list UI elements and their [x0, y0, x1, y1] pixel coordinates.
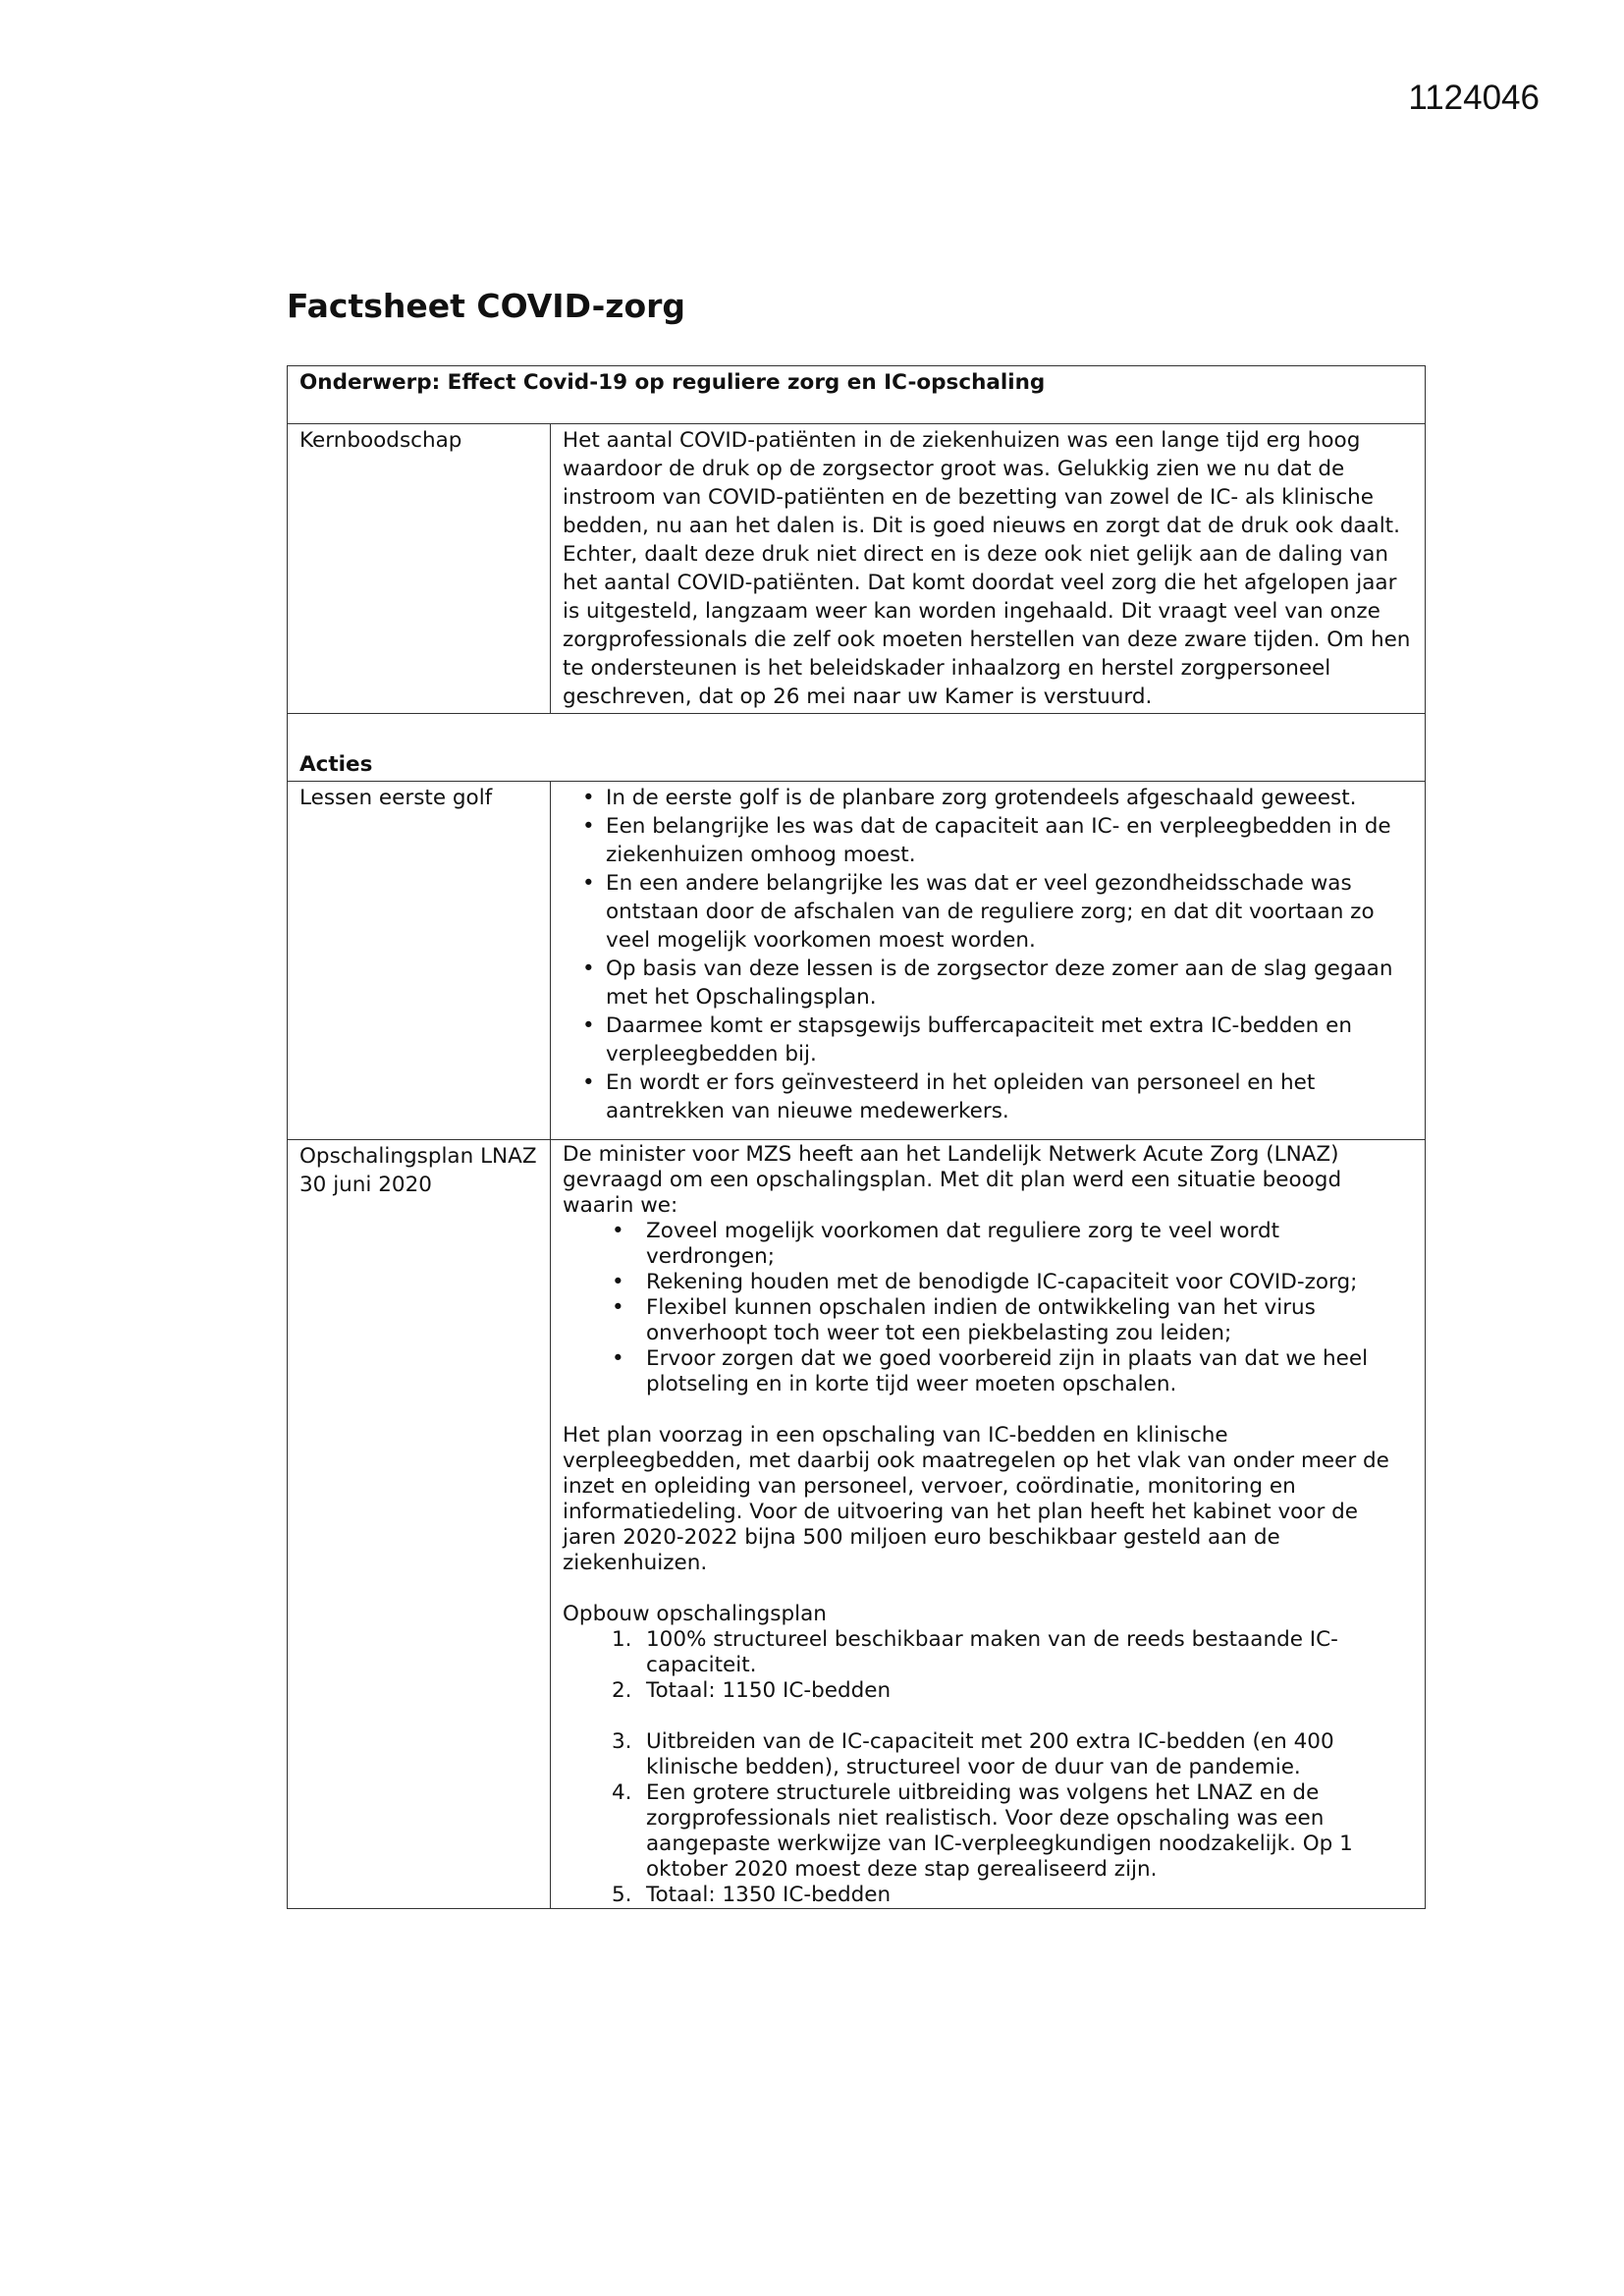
list-item: • Ervoor zorgen dat we goed voorbereid zijn in plaats van dat we heel plotseling en in korte tijd weer moeten opschalen. — [612, 1346, 1413, 1397]
list-item: • Op basis van deze lessen is de zorgsector deze zomer aan de slag gegaan met het Opschalingsplan. — [563, 955, 1413, 1011]
list-item: 1. 100% structureel beschikbaar maken van de reeds bestaande IC-capaciteit. — [612, 1627, 1338, 1677]
opschalingsplan-row — [288, 1140, 1426, 1909]
list-item: 2. Totaal: 1150 IC-bedden — [612, 1678, 892, 1703]
document-number: 1124046 — [1408, 79, 1540, 117]
plan-paragraph: Het plan voorzag in een opschaling van IC-bedden en klinische verpleegbedden, met daarbij ook maatregelen op het vlak van onder meer de inzet en opleiding van personeel, vervoer, coördinatie, monitoring en informatiedeling. Voor de uitvoering van het plan heeft het kabinet voor de jaren 2020-2022 bijna 500 miljoen euro beschikbaar gesteld aan de ziekenhuizen. — [563, 1423, 1389, 1575]
list-item: 4. Een grotere structurele uitbreiding was volgens het LNAZ en de zorgprofessionals niet realistisch. Voor deze opschaling was een aangepaste werkwijze van IC-verpleegkundigen noodzakelijk. Op 1 oktober 2020 moest deze stap gerealiseerd zijn. — [612, 1780, 1353, 1882]
acties-heading: Acties — [288, 714, 1426, 782]
list-item: 3. Uitbreiden van de IC-capaciteit met 200 extra IC-bedden (en 400 klinische bedden), structureel voor de duur van de pandemie. — [612, 1729, 1334, 1779]
lessen-content — [551, 782, 1426, 1140]
list-item: • Daarmee komt er stapsgewijs buffercapaciteit met extra IC-bedden en verpleegbedden bij. — [563, 1011, 1413, 1068]
list-item: • Zoveel mogelijk voorkomen dat reguliere zorg te veel wordt verdrongen; — [612, 1219, 1413, 1270]
opbouw-steps-list — [563, 1627, 1413, 1704]
plan-intro: De minister voor MZS heeft aan het Landelijk Netwerk Acute Zorg (LNAZ) gevraagd om een opschalingsplan. Met dit plan werd een situatie beoogd waarin we: — [563, 1142, 1342, 1218]
list-item: • In de eerste golf is de planbare zorg grotendeels afgeschaald geweest. — [563, 784, 1413, 812]
opbouw-heading: Opbouw opschalingsplan — [563, 1602, 827, 1626]
lessen-row — [288, 782, 1426, 1140]
list-item: • En een andere belangrijke les was dat er veel gezondheidsschade was ontstaan door de afschalen van de reguliere zorg; en dat dit voortaan zo veel mogelijk voorkomen moest worden. — [563, 869, 1413, 955]
subject-heading: Onderwerp: Effect Covid-19 op reguliere zorg en IC-opschaling — [288, 366, 1426, 424]
list-item: • Rekening houden met de benodigde IC-capaciteit voor COVID-zorg; — [612, 1270, 1413, 1295]
acties-row — [288, 714, 1426, 782]
opschalingsplan-label-date: 30 juni 2020 — [299, 1173, 432, 1197]
subject-row — [288, 366, 1426, 424]
opbouw-steps-list-continued — [563, 1729, 1413, 1908]
kernboodschap-text: Het aantal COVID-patiënten in de ziekenhuizen was een lange tijd erg hoog waardoor de druk op de zorgsector groot was. Gelukkig zien we nu dat de instroom van COVID-patiënten en de bezetting van zowel de IC- als klinische bedden, nu aan het dalen is. Dit is goed nieuws en zorgt dat de druk ook daalt. Echter, daalt deze druk niet direct en is deze ook niet gelijk aan de daling van het aantal COVID-patiënten. Dat komt doordat veel zorg die het afgelopen jaar is uitgesteld, langzaam weer kan worden ingehaald. Dit vraagt veel van onze zorgprofessionals die zelf ook moeten herstellen van deze zware tijden. Om hen te ondersteunen is het beleidskader inhaalzorg en herstel zorgpersoneel geschreven, dat op 26 mei naar uw Kamer is verstuurd. — [551, 424, 1426, 714]
lessen-label: Lessen eerste golf — [288, 782, 551, 1140]
page-title: Factsheet COVID-zorg — [287, 287, 686, 325]
lessen-list — [563, 784, 1413, 1125]
list-item: • Een belangrijke les was dat de capaciteit aan IC- en verpleegbedden in de ziekenhuizen omhoog moest. — [563, 812, 1413, 869]
list-item: • Flexibel kunnen opschalen indien de ontwikkeling van het virus onverhoopt toch weer tot een piekbelasting zou leiden; — [612, 1295, 1413, 1346]
list-item: 5. Totaal: 1350 IC-bedden — [612, 1883, 892, 1907]
opschalingsplan-content — [551, 1140, 1426, 1909]
kernboodschap-label: Kernboodschap — [288, 424, 551, 714]
kernboodschap-row — [288, 424, 1426, 714]
factsheet-table — [287, 365, 1426, 1909]
plan-goals-list — [563, 1219, 1413, 1397]
opschalingsplan-label-title: Opschalingsplan LNAZ — [299, 1144, 537, 1169]
list-item: • En wordt er fors geïnvesteerd in het opleiden van personeel en het aantrekken van nieuwe medewerkers. — [563, 1068, 1413, 1125]
opschalingsplan-label — [288, 1140, 551, 1909]
